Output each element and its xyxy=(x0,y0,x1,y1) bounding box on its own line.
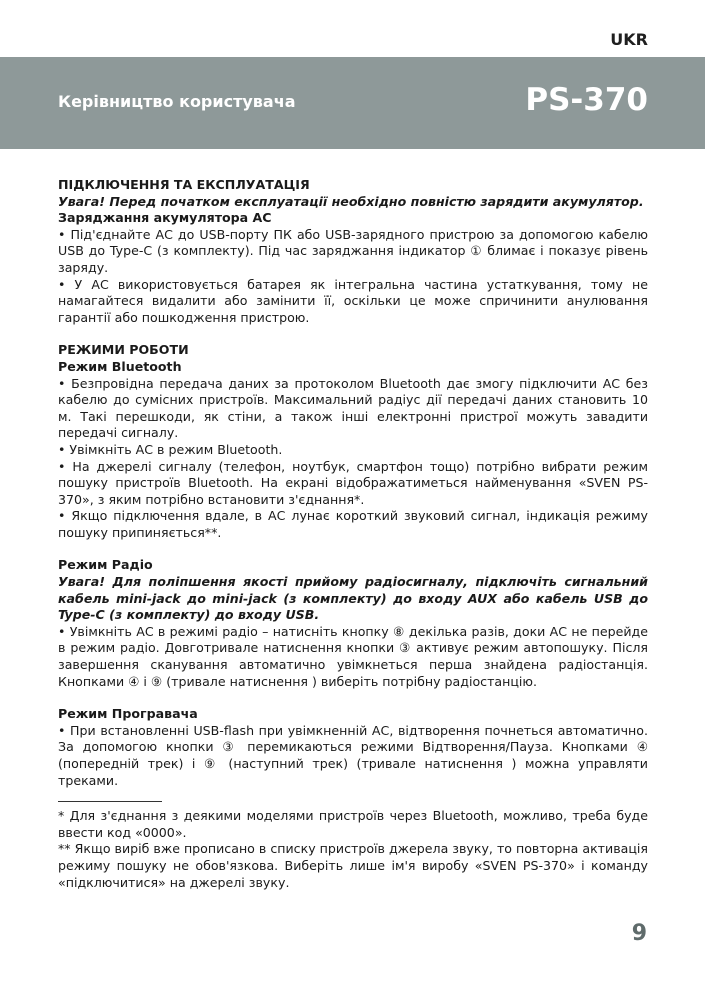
footnote-divider xyxy=(58,801,162,802)
bullet-paragraph: • На джерелі сигналу (телефон, ноутбук, смартфон тощо) потрібно вибрати режим пошуку пристроїв Bluetooth. На екрані відображатиметься найменування «SVEN PS-370», з яким потрібно встановити з'єднання*. xyxy=(58,458,648,507)
model-name: PS-370 xyxy=(525,82,648,118)
footnote: * Для з'єднання з деякими моделями пристроїв через Bluetooth, можливо, треба буде ввести код «0000». xyxy=(58,808,648,840)
bullet-paragraph: • Безпровідна передача даних за протоколом Bluetooth дає змогу підключити АС без кабелю до сумісних пристроїв. Максимальний радіус дії передачі даних становить 10 м. Такі перешкоди, як стіни, а також інші електронні пристрої можуть завадити передачі сигналу. xyxy=(58,375,648,441)
language-code: UKR xyxy=(610,30,648,49)
section-modes xyxy=(58,342,648,541)
bullet-paragraph: • Увімкніть АС в режим Bluetooth. xyxy=(58,441,283,457)
bullet-paragraph: • Увімкніть АС в режимі радіо – натисніть кнопку ⑧ декілька разів, доки АС не перейде в режим радіо. Довготривале натиснення кнопки ③ активує режим автопошуку. Після завершення сканування автоматично увімкнеться перша знайдена радіостанція. Кнопками ④ і ⑨ (тривале натиснення ) виберіть потрібну радіостанцію. xyxy=(58,623,648,689)
bullet-paragraph: • У АС використовується батарея як інтегральна частина устаткування, тому не намагайтеся видалити або замінити її, оскільки це може спричинити анулювання гарантії або пошкодження пристрою. xyxy=(58,276,648,325)
subsection-heading: Заряджання акумулятора АС xyxy=(58,210,272,226)
subsection-heading: Режим Програвача xyxy=(58,706,198,722)
header-banner xyxy=(0,57,705,149)
manual-title: Керівництво користувача xyxy=(58,92,296,111)
page-content xyxy=(58,177,648,891)
bullet-paragraph: • При встановленні USB-flash при увімкненній АС, відтворення почнеться автоматично. За допомогою кнопки ③ перемикаються режими Відтворення/Пауза. Кнопками ④ (попередній трек) і ⑨ (наступний трек) (тривале натиснення ) можна управляти треками. xyxy=(58,722,648,788)
subsection-heading: Режим Bluetooth xyxy=(58,358,182,374)
section-connection xyxy=(58,177,648,326)
footnote: ** Якщо виріб вже прописано в списку пристроїв джерела звуку, то повторна активація режиму пошуку не обов'язкова. Виберіть лише ім'я виробу «SVEN PS-370» і команду «підключитися» на джерелі звуку. xyxy=(58,841,648,890)
subsection-heading: Режим Радіо xyxy=(58,557,153,573)
section-heading: РЕЖИМИ РОБОТИ xyxy=(58,342,189,358)
bullet-paragraph: • Під'єднайте АС до USB-порту ПК або USB-зарядного пристрою за допомогою кабелю USB до Type-C (з комплекту). Під час заряджання індикатор ① блимає і показує рівень заряду. xyxy=(58,226,648,275)
warning-text: Увага! Перед початком експлуатації необхідно повністю зарядити акумулятор. xyxy=(58,193,644,209)
section-heading: ПІДКЛЮЧЕННЯ ТА ЕКСПЛУАТАЦІЯ xyxy=(58,177,310,192)
warning-text: Увага! Для поліпшення якості прийому радіосигналу, підключіть сигнальний кабель mini-jack до mini-jack (з комплекту) до входу AUX або кабель USB до Type-C (з комплекту) до входу USB. xyxy=(58,574,648,623)
section-radio xyxy=(58,557,648,690)
page-number: 9 xyxy=(631,921,647,946)
footnotes xyxy=(58,808,648,891)
bullet-paragraph: • Якщо підключення вдале, в АС лунає короткий звуковий сигнал, індикація режиму пошуку припиняється**. xyxy=(58,508,648,540)
section-player xyxy=(58,706,648,789)
